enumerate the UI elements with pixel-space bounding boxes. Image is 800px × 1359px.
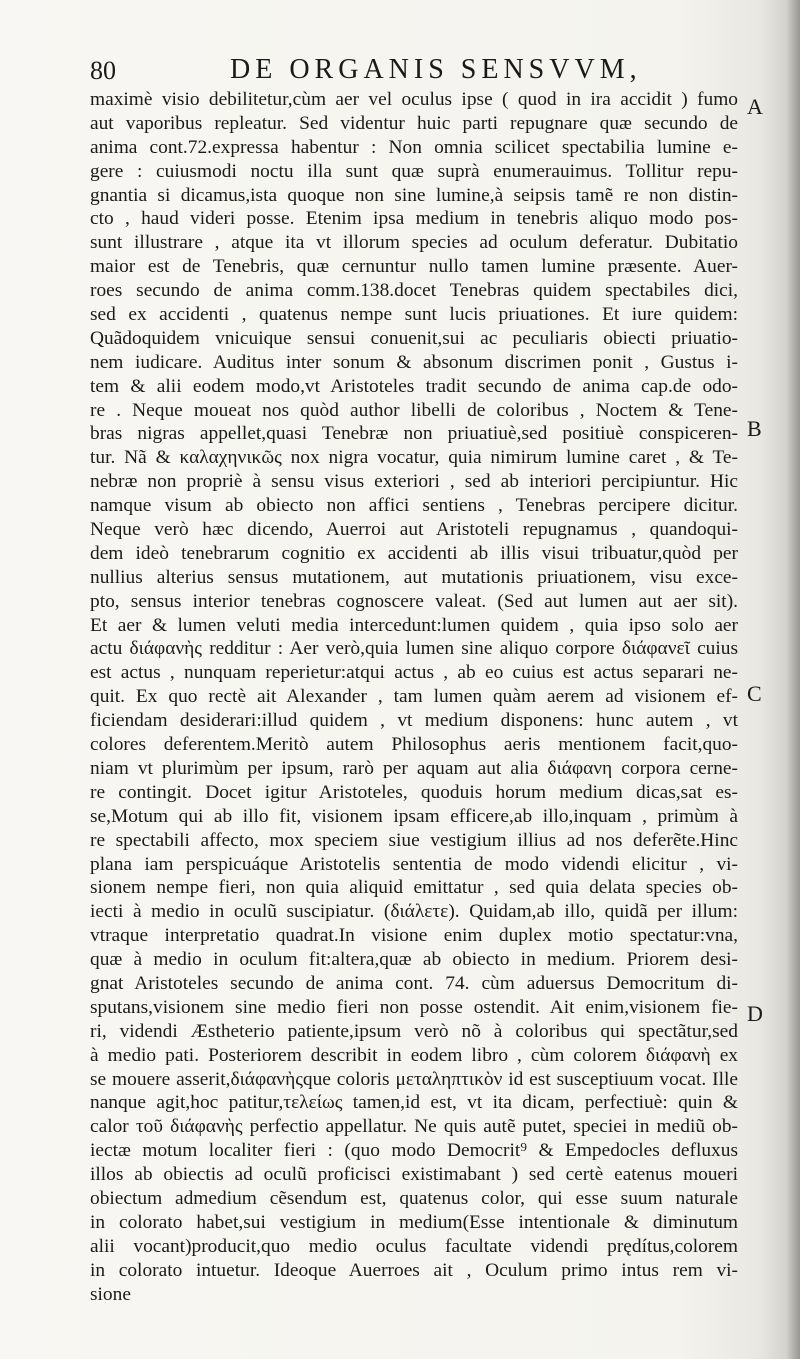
text-line: bras nigras appellet,quasi Tenebræ non priuatiuè,sed positiuè conspiceren-: [90, 423, 738, 445]
text-line: namque visum ab obiecto non affici sentiens , Tenebras percipere dicitur.: [90, 495, 738, 517]
margin-letter-a: A: [747, 94, 763, 119]
text-line: in colorato intuetur. Ideoque Auerroes ait , Oculum primo intus rem vi-: [90, 1259, 738, 1281]
text-line: alii vocant)producit,quo medio oculus facultate videndi prędítus,colorem: [90, 1235, 738, 1257]
text-line: ri, videndi Æstheterio patiente,ipsum verò nõ à coloribus qui spectãtur,sed: [90, 1020, 738, 1042]
text-line: actu διάφανὴς redditur : Aer verò,quia lumen sine aliquo corpore διάφανεῖ cuius: [90, 638, 738, 660]
text-line: maior est de Tenebris, quæ cernuntur nullo tamen lumine præsente. Auer-: [90, 256, 738, 278]
text-line: pto, sensus interior tenebras cognoscere valeat. (Sed aut lumen aut aer sit).: [90, 590, 738, 612]
text-line: quæ à medio in oculum fit:altera,quæ ab obiecto in medium. Priorem desi-: [90, 949, 738, 971]
margin-letter-d: D: [747, 1001, 763, 1026]
text-line: re contingit. Docet igitur Aristoteles, quoduis horum medium dicas,sat es-: [90, 781, 738, 803]
text-line: gnat Aristoteles secundo de anima cont. 74. cùm aduersus Democritum di-: [90, 972, 738, 994]
text-line: obiectum admedium cẽsendum est, quatenus color, qui esse suum naturale: [90, 1187, 738, 1209]
text-line: vtraque interpretatio quadrat.In visione enim duplex motio spectatur:vna,: [90, 925, 738, 947]
running-head: DE ORGANIS SENSVVM,: [230, 54, 642, 85]
text-line: maximè visio debilitetur,cùm aer vel oculus ipse ( quod in ira accidit ) fumo: [90, 89, 738, 110]
text-line: nullius alterius sensus mutationem, aut mutationis priuationem, visu exce-: [90, 566, 738, 588]
margin-letter-b: B: [747, 416, 762, 441]
text-line: re spectabili affecto, mox speciem siue vestigium illius ad nos deferẽte.Hinc: [90, 829, 738, 851]
body-text: [90, 88, 738, 1306]
text-line: se mouere asserit,διάφανὴςque coloris μεταληπτικὸν id est susceptiuum vocat. Ille: [90, 1068, 738, 1090]
text-line: Et aer & lumen veluti media intercedunt:lumen quidem , quia ipso solo aer: [90, 614, 738, 636]
page-header: [90, 52, 730, 88]
text-line: iectæ motum localiter fieri : (quo modo Democrit⁹ & Empedocles defluxus: [90, 1140, 738, 1162]
text-line: gere : cuiusmodi noctu illa sunt quæ suprà enumerauimus. Tollitur repu-: [90, 160, 738, 182]
text-line: tem & alii eodem modo,vt Aristoteles tradit secundo de anima cap.de odo-: [90, 375, 738, 397]
text-line: calor τοῦ διάφανὴς perfectio appellatur. Ne quis autẽ putet, speciei in mediũ ob-: [90, 1116, 738, 1138]
text-line: iecti à medio in oculũ suscipiatur. (διάλετε). Quidam,ab illo, quidã per illum:: [90, 901, 738, 923]
text-line: aut vaporibus repleatur. Sed videntur huic parti repugnare quæ secundo de: [90, 112, 738, 134]
text-line: tur. Nã & καλαχηνικῶς nox nigra vocatur, quia nimirum lumine caret , & Te-: [90, 447, 738, 469]
text-line: est actus , nunquam reperietur:atqui actus , ab eo cuius est actus separari ne-: [90, 662, 738, 684]
text-line: sunt illustrare , atque ita vt illorum species ad oculum deferatur. Dubitatio: [90, 232, 738, 254]
text-line: in colorato habet,sui vestigium in medium(Esse intentionale & diminutum: [90, 1211, 738, 1233]
text-line: nanque agit,hoc patitur,τελείως tamen,id est, vt ita dicam, perfectiuè: quin &: [90, 1092, 738, 1114]
text-line: quit. Ex quo rectè ait Alexander , tam lumen quàm aerem ad visionem ef-: [90, 686, 738, 708]
text-line: dem ideò tenebrarum cognitio ex accidenti ab illis visui tribuatur,quòd per: [90, 542, 738, 564]
text-line: à medio pati. Posteriorem describit in eodem libro , cùm colorem διάφανὴ ex: [90, 1044, 738, 1066]
text-line: nem iudicare. Auditus inter sonum & absonum discrimen ponit , Gustus i-: [90, 351, 738, 373]
text-line: sed ex accidenti , quatenus nempe sunt lucis priuationes. Et iure quidem:: [90, 304, 738, 326]
catchword: sione: [90, 1283, 131, 1305]
text-line: illos ab obiectis ad oculũ proficisci existimabant ) sed certè eatenus moueri: [90, 1164, 738, 1186]
text-line: colores deferentem.Meritò autem Philosophus aeris mentionem facit,quo-: [90, 734, 738, 756]
text-line: roes secundo de anima comm.138.docet Tenebras quidem spectabiles dici,: [90, 280, 738, 302]
text-line: niam vt plurimùm per ipsum, rarò per aquam aut alia διάφανη corpora cerne-: [90, 757, 738, 779]
text-line: re . Neque moueat nos quòd author libelli de coloribus , Noctem & Tene-: [90, 399, 738, 421]
text-line: nebræ non propriè à sensu visus exteriori , sed ab interiori percipiuntur. Hic: [90, 471, 738, 493]
page-number: 80: [90, 56, 116, 85]
text-line: sputans,visionem sine medio fieri non posse ostendit. Ait enim,visionem fie-: [90, 996, 738, 1018]
text-line: se,Motum qui ab illo fit, visionem ipsam efficere,ab illo,inquam , primùm à: [90, 805, 738, 827]
text-line: gnantia si dicamus,ista quoque non sine lumine,à seipsis tamẽ re non distin-: [90, 184, 738, 206]
text-line: anima cont.72.expressa habentur : Non omnia scilicet spectabilia lumine e-: [90, 136, 738, 158]
text-line: ficiendam desiderari:illud quidem , vt medium disponens: hunc autem , vt: [90, 710, 738, 732]
text-line: sionem nempe fieri, non quia aliquid emittatur , sed quia delata species ob-: [90, 877, 738, 899]
text-line: cto , haud videri posse. Etenim ipsa medium in tenebris aliquo modo pos-: [90, 208, 738, 230]
text-line: Neque verò hæc dicendo, Auerroi aut Aristoteli repugnamus , quandoqui-: [90, 519, 738, 541]
text-line: plana iam perspicuáque Aristotelis sententia de modo videndi elicitur , vi-: [90, 853, 738, 875]
margin-letter-c: C: [747, 681, 762, 706]
page-edge-shadow: [786, 0, 800, 1359]
text-line: Quãdoquidem vnicuique sensui conuenit,sui ac peculiaris obiecti priuatio-: [90, 327, 738, 349]
